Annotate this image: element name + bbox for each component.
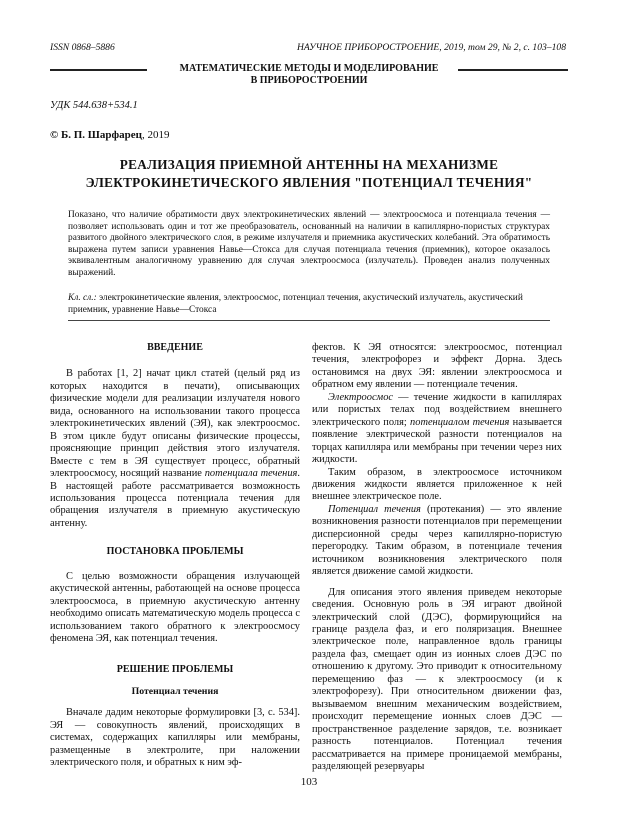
right-paragraph-1: фектов. К ЭЯ относятся: электроосмос, потенциал течения, электрофорез и эффект Дорна. Здесь остановимся на двух ЭЯ: явлении электроосмоса и обратном ему явлении — потенциале течения. [312, 342, 562, 391]
term-electroosmosis: Электроосмос [328, 391, 393, 403]
copyright-sign: © [50, 129, 59, 141]
intro-text-b: . В настоящей работе рассматривается возможность использования процесса потенциала течения для обращения излучателя в приемную акустическую антенну. [50, 468, 300, 529]
udk-code: УДК 544.638+534.1 [50, 100, 138, 111]
section-heading-line2: В ПРИБОРОСТРОЕНИИ [250, 75, 368, 86]
intro-heading: ВВЕДЕНИЕ [147, 342, 203, 353]
right-paragraph-2 [312, 392, 562, 467]
copyright-year: , 2019 [141, 129, 170, 141]
intro-paragraph [50, 368, 300, 530]
solution-heading: РЕШЕНИЕ ПРОБЛЕМЫ [116, 663, 234, 675]
article-title-line2: ЭЛЕКТРОКИНЕТИЧЕСКОГО ЯВЛЕНИЯ "ПОТЕНЦИАЛ ТЕЧЕНИЯ" [85, 175, 533, 190]
journal-citation: НАУЧНОЕ ПРИБОРОСТРОЕНИЕ, 2019, том 29, № 2, с. 103–108 [296, 42, 566, 53]
abstract-divider [68, 320, 550, 321]
article-title [70, 156, 548, 192]
journal-issn: ISSN 0868–5886 [50, 42, 115, 53]
page-number: 103 [300, 776, 318, 788]
keywords [68, 293, 550, 316]
keywords-label: Кл. сл.: [68, 293, 97, 303]
solution-paragraph: Вначале дадим некоторые формулировки [3, с. 534]. ЭЯ — совокупность явлений, происходящих в системах, содержащих капилляры или мембраны, размещенные в электролите, при наложении электрического поля, и обратных к ним эф- [50, 707, 300, 769]
right-paragraph-2-text-a: — течение жидкости в капиллярах или пористых телах под воздействием внешнего электрического поля; [312, 391, 562, 428]
section-rule-right [458, 69, 568, 71]
keywords-text: электрокинетические явления, электроосмос, потенциал течения, акустический излучатель, акустический приемник, уравнение Навье—Стокса [68, 293, 523, 315]
right-paragraph-2-text-b: называется появление электрической разности потенциалов на торцах капилляра или мембраны при течении через них жидкости. [312, 416, 562, 466]
article-title-line1: РЕАЛИЗАЦИЯ ПРИЕМНОЙ АНТЕННЫ НА МЕХАНИЗМЕ [119, 157, 499, 172]
section-heading-line1: МАТЕМАТИЧЕСКИЕ МЕТОДЫ И МОДЕЛИРОВАНИЕ [179, 63, 439, 74]
right-paragraph-4 [312, 504, 562, 579]
left-column [50, 342, 300, 770]
term-streaming-potential-def: Потенциал течения [328, 503, 421, 515]
right-paragraph-5: Для описания этого явления приведем некоторые сведения. Основную роль в ЭЯ играют двойной электрический слой (ДЭС), формирующийся на границе раздела фаз, и его поляризация. Внешнее электрическое поле, направленное вдоль границы раздела фаз, смещает один из ионных слоев ДЭС по отношению к другому. Это приводит к относительному перемещению фаз — к электроосмосу (и к электрофорезу). При относительном движении фаз, вызываемом внешним механическим воздействием, происходит перемещение ионных слоев ДЭС — пространственное разделение зарядов, т.е. возникает разность потенциалов. Потенциал течения рассматривается на примере проницаемой мембраны, разделяющей резервуары [312, 586, 562, 772]
section-heading [50, 63, 568, 87]
abstract: Показано, что наличие обратимости двух электрокинетических явлений — электроосмоса и потенциала течения — позволяет использовать один и тот же преобразователь, основанный на наличии в капиллярно-пористых структурах развитого двойного электрического слоя, в режиме излучателя и приемника акустических колебаний. Эта обратимость выражена путем записи уравнения Навье—Стокса для случая потенциала течения (приемник), которое оказалось эквивалентным аналогичному уравнению для случая электроосмоса (излучатель). Проведен анализ полученных выражений. [68, 210, 550, 278]
right-column [312, 342, 562, 773]
problem-heading: ПОСТАНОВКА ПРОБЛЕМЫ [106, 546, 244, 558]
solution-subheading: Потенциал течения [131, 685, 219, 697]
intro-term: потенциала течения [204, 468, 298, 480]
intro-text-a: В работах [1, 2] начат цикл статей (целый ряд из которых находится в печати), описывающих физические модели для реализации излучателя нового вида, основанного на использовании такого процесса электрокинетических явлений (ЭЯ), как электроосмос. В этом цикле будут описаны физические процессы, проясняющие принцип действия этого излучателя. Вместе с тем в ЭЯ существует процесс, обратный электроосмосу, носящий название [50, 368, 300, 480]
author-name: Б. П. Шарфарец [60, 129, 142, 141]
right-paragraph-4-text: (протекания) — это явление возникновения разности потенциалов при перемещении дисперсионной среды через капиллярно-пористую перегородку. Таким образом, в потенциале течения источником возникновения электрического поля является движение самой жидкости. [312, 503, 562, 578]
right-paragraph-3: Таким образом, в электроосмосе источником движения жидкости является приложенное к ней внешнее электрическое поле. [312, 466, 562, 503]
author-line [50, 129, 169, 141]
section-rule-left [50, 69, 147, 71]
term-streaming-potential: потенциалом течения [410, 416, 510, 428]
problem-paragraph: С целью возможности обращения излучающей акустической антенны, работающей на основе процесса электроосмоса, в приемную акустическую антенну необходимо описать математическую модель процесса с использованием такого обратного к электроосмосу феномена ЭЯ, как потенциал течения. [50, 570, 301, 645]
